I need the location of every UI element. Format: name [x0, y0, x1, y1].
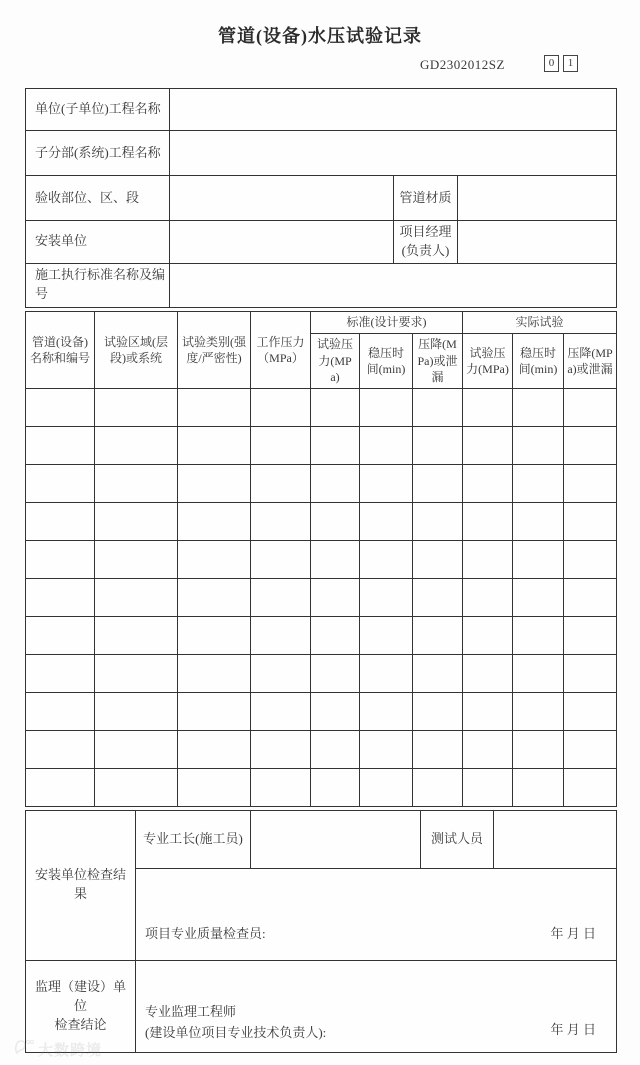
- empty-data-cell: [95, 388, 178, 426]
- empty-data-cell: [413, 464, 463, 502]
- empty-data-cell: [513, 578, 564, 616]
- foreman-value-cell: [251, 810, 421, 868]
- empty-data-row: [26, 616, 617, 654]
- empty-data-cell: [513, 692, 564, 730]
- install-unit-value-cell: [170, 221, 394, 264]
- empty-data-cell: [360, 502, 413, 540]
- col-working-pressure-header: 工作压力（MPa）: [251, 311, 311, 388]
- empty-data-cell: [413, 426, 463, 464]
- empty-data-cell: [311, 502, 360, 540]
- empty-data-cell: [178, 616, 251, 654]
- empty-data-cell: [178, 464, 251, 502]
- empty-data-cell: [463, 464, 513, 502]
- info-row-standard: [26, 263, 617, 307]
- empty-data-cell: [311, 616, 360, 654]
- empty-data-cell: [311, 464, 360, 502]
- empty-data-cell: [178, 654, 251, 692]
- empty-data-cell: [463, 502, 513, 540]
- col-test-type-header: 试验类别(强度/严密性): [178, 311, 251, 388]
- quality-inspector-date: 年 月 日: [550, 925, 596, 941]
- empty-data-cell: [26, 540, 95, 578]
- empty-data-cell: [360, 540, 413, 578]
- empty-data-cell: [360, 388, 413, 426]
- empty-data-cell: [564, 768, 617, 806]
- acceptance-part-label: 验收部位、区、段: [26, 176, 170, 221]
- empty-data-cell: [95, 692, 178, 730]
- empty-data-cell: [513, 502, 564, 540]
- empty-data-cell: [463, 768, 513, 806]
- col-test-area-header: 试验区域(层段)或系统: [95, 311, 178, 388]
- empty-data-cell: [26, 692, 95, 730]
- empty-data-cell: [311, 426, 360, 464]
- empty-data-cell: [95, 426, 178, 464]
- empty-data-cell: [564, 730, 617, 768]
- project-manager-label-line1: 项目经理: [399, 224, 452, 239]
- empty-data-cell: [311, 768, 360, 806]
- empty-data-cell: [413, 654, 463, 692]
- supervisor-engineer-line2: (建设单位项目专业技术负责人):: [145, 1024, 327, 1040]
- empty-data-cell: [95, 540, 178, 578]
- pipe-material-value-cell: [458, 176, 617, 221]
- install-check-label: 安装单位检查结果: [26, 810, 136, 960]
- page-box-right: 1: [563, 55, 578, 72]
- watermark-logo-icon: [14, 1038, 34, 1061]
- info-row-sub-system: [26, 131, 617, 176]
- empty-data-cell: [26, 464, 95, 502]
- standard-test-pressure-header: 试验压力(MPa): [311, 333, 360, 388]
- empty-data-row: [26, 502, 617, 540]
- empty-data-cell: [178, 426, 251, 464]
- empty-data-cell: [564, 502, 617, 540]
- empty-data-cell: [178, 692, 251, 730]
- project-manager-label: [394, 221, 458, 264]
- empty-data-cell: [26, 502, 95, 540]
- empty-data-cell: [178, 730, 251, 768]
- empty-data-cell: [513, 388, 564, 426]
- empty-data-cell: [463, 654, 513, 692]
- main-table-header: [26, 311, 617, 388]
- empty-data-cell: [413, 388, 463, 426]
- page-box-left: 0: [544, 55, 559, 72]
- empty-data-row: [26, 654, 617, 692]
- empty-data-cell: [463, 578, 513, 616]
- empty-data-cell: [513, 616, 564, 654]
- empty-data-cell: [463, 388, 513, 426]
- empty-data-cell: [463, 540, 513, 578]
- empty-data-cell: [360, 730, 413, 768]
- empty-data-cell: [251, 540, 311, 578]
- empty-data-cell: [311, 540, 360, 578]
- empty-data-cell: [360, 654, 413, 692]
- empty-data-cell: [564, 692, 617, 730]
- empty-data-cell: [178, 540, 251, 578]
- empty-data-cell: [360, 768, 413, 806]
- empty-data-cell: [413, 616, 463, 654]
- empty-data-cell: [413, 730, 463, 768]
- page-title: 管道(设备)水压试验记录: [218, 26, 422, 46]
- supervisor-engineer-line1: 专业监理工程师: [145, 1004, 237, 1020]
- empty-data-cell: [26, 578, 95, 616]
- tester-value-cell: [494, 810, 617, 868]
- empty-data-cell: [311, 654, 360, 692]
- empty-data-cell: [513, 730, 564, 768]
- empty-data-cell: [564, 578, 617, 616]
- watermark: [14, 1038, 102, 1061]
- empty-data-cell: [26, 654, 95, 692]
- empty-data-row: [26, 426, 617, 464]
- empty-data-cell: [413, 540, 463, 578]
- empty-data-row: [26, 578, 617, 616]
- empty-data-cell: [564, 388, 617, 426]
- group-header-row: [26, 311, 617, 333]
- empty-data-cell: [564, 654, 617, 692]
- empty-data-cell: [95, 464, 178, 502]
- footer-table: [25, 810, 617, 1053]
- supervisor-date: 年 月 日: [550, 1021, 596, 1037]
- empty-data-cell: [251, 426, 311, 464]
- empty-data-cell: [95, 730, 178, 768]
- empty-data-cell: [178, 768, 251, 806]
- empty-data-cell: [251, 502, 311, 540]
- standard-pressure-drop-header: 压降(MPa)或泄漏: [413, 333, 463, 388]
- empty-data-cell: [360, 578, 413, 616]
- empty-data-cell: [26, 426, 95, 464]
- supervisor-engineer-label: [145, 1002, 326, 1044]
- standard-hold-time-header: 稳压时间(min): [360, 333, 413, 388]
- empty-data-cell: [513, 540, 564, 578]
- empty-data-cell: [513, 768, 564, 806]
- empty-data-row: [26, 730, 617, 768]
- empty-data-cell: [95, 616, 178, 654]
- actual-test-pressure-header: 试验压力(MPa): [463, 333, 513, 388]
- empty-data-cell: [26, 388, 95, 426]
- empty-data-row: [26, 540, 617, 578]
- info-row-acceptance-part: [26, 176, 617, 221]
- empty-data-cell: [178, 578, 251, 616]
- empty-data-cell: [564, 616, 617, 654]
- empty-data-cell: [26, 730, 95, 768]
- unit-project-value-cell: [170, 89, 617, 131]
- install-unit-label: 安装单位: [26, 221, 170, 264]
- acceptance-part-value-cell: [170, 176, 394, 221]
- supervisor-row: [26, 960, 617, 1052]
- empty-data-cell: [513, 426, 564, 464]
- page-number-boxes: [544, 55, 578, 72]
- main-test-table: [25, 311, 617, 807]
- quality-inspector-cell: [136, 868, 617, 960]
- empty-data-cell: [95, 654, 178, 692]
- empty-data-row: [26, 692, 617, 730]
- standard-label: 施工执行标准名称及编号: [26, 263, 170, 307]
- supervisor-label-line2: 检查结论: [54, 1016, 107, 1032]
- empty-data-cell: [26, 768, 95, 806]
- pipe-material-label: 管道材质: [394, 176, 458, 221]
- foreman-row: [26, 810, 617, 868]
- empty-data-row: [26, 388, 617, 426]
- group-standard-header: 标准(设计要求): [311, 311, 463, 333]
- unit-project-label: 单位(子单位)工程名称: [26, 89, 170, 131]
- empty-data-cell: [413, 502, 463, 540]
- foreman-label: 专业工长(施工员): [136, 810, 251, 868]
- empty-data-cell: [564, 464, 617, 502]
- empty-data-cell: [463, 616, 513, 654]
- empty-data-cell: [95, 768, 178, 806]
- empty-data-cell: [95, 578, 178, 616]
- empty-data-cell: [251, 730, 311, 768]
- empty-data-cell: [95, 502, 178, 540]
- empty-data-cell: [251, 464, 311, 502]
- tester-label: 测试人员: [421, 810, 494, 868]
- empty-data-cell: [311, 578, 360, 616]
- empty-data-cell: [360, 464, 413, 502]
- empty-data-cell: [413, 578, 463, 616]
- empty-data-cell: [251, 654, 311, 692]
- sub-system-value-cell: [170, 131, 617, 176]
- empty-data-cell: [26, 616, 95, 654]
- supervisor-label-line1: 监理（建设）单位: [34, 978, 126, 1013]
- empty-data-row: [26, 464, 617, 502]
- main-table-body: [26, 388, 617, 806]
- actual-hold-time-header: 稳压时间(min): [513, 333, 564, 388]
- empty-data-cell: [564, 540, 617, 578]
- group-actual-header: 实际试验: [463, 311, 617, 333]
- quality-inspector-label: 项目专业质量检查员:: [145, 925, 266, 941]
- empty-data-cell: [251, 578, 311, 616]
- col-pipe-name-header: 管道(设备)名称和编号: [26, 311, 95, 388]
- project-manager-value-cell: [458, 221, 617, 264]
- info-row-unit-project: [26, 89, 617, 131]
- empty-data-cell: [513, 654, 564, 692]
- empty-data-cell: [251, 692, 311, 730]
- standard-value-cell: [170, 263, 617, 307]
- empty-data-cell: [360, 692, 413, 730]
- empty-data-cell: [360, 616, 413, 654]
- empty-data-cell: [251, 388, 311, 426]
- code-row: [0, 52, 640, 82]
- empty-data-cell: [463, 730, 513, 768]
- actual-pressure-drop-header: 压降(MPa)或泄漏: [564, 333, 617, 388]
- info-table: [25, 88, 617, 308]
- empty-data-cell: [564, 426, 617, 464]
- project-manager-label-line2: (负责人): [401, 242, 450, 258]
- empty-data-cell: [178, 388, 251, 426]
- empty-data-cell: [360, 426, 413, 464]
- empty-data-cell: [513, 464, 564, 502]
- supervisor-signature-cell: [136, 960, 617, 1052]
- empty-data-cell: [463, 692, 513, 730]
- watermark-text: 大数跨境: [38, 1043, 103, 1059]
- empty-data-cell: [413, 692, 463, 730]
- empty-data-cell: [178, 502, 251, 540]
- empty-data-cell: [413, 768, 463, 806]
- empty-data-cell: [251, 616, 311, 654]
- empty-data-cell: [311, 730, 360, 768]
- empty-data-cell: [251, 768, 311, 806]
- form-code: GD2302012SZ: [420, 57, 505, 72]
- empty-data-cell: [311, 388, 360, 426]
- empty-data-cell: [311, 692, 360, 730]
- info-row-install-unit: [26, 221, 617, 264]
- empty-data-cell: [463, 426, 513, 464]
- sub-system-label: 子分部(系统)工程名称: [26, 131, 170, 176]
- empty-data-row: [26, 768, 617, 806]
